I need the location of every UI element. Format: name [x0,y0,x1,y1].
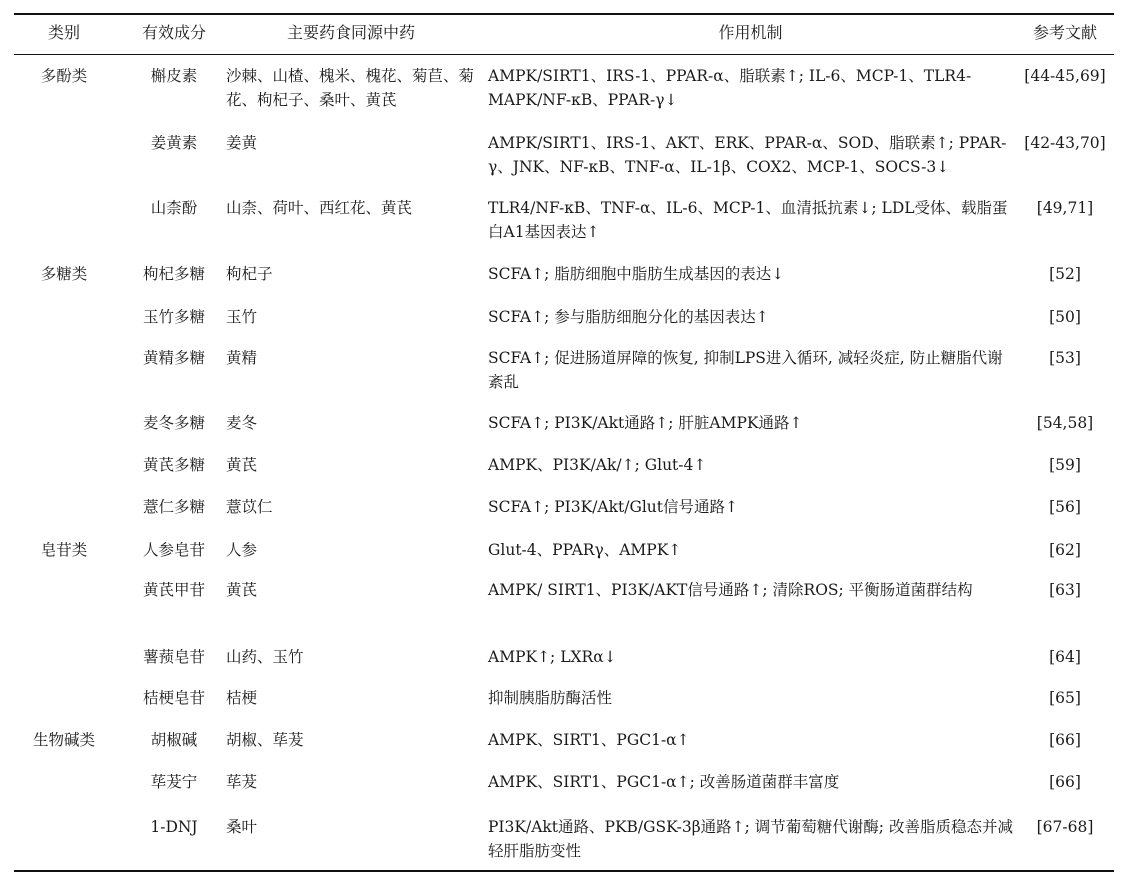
cell-ingredient: 姜黄素 [150,134,198,152]
cell-category: 皂苷类 [40,541,88,559]
cell-references: [66] [1049,731,1081,749]
cell-references: [44-45,69] [1024,67,1106,85]
cell-ingredient: 荜茇宁 [150,773,198,791]
cell-herbs: 荜茇 [226,773,258,791]
cell-mechanism: Glut-4、PPARγ、AMPK↑ [488,541,682,559]
header-mechanism: 作用机制 [718,23,783,42]
table-header-rule [14,54,1114,55]
cell-mechanism: SCFA↑; 脂肪细胞中脂肪生成基因的表达↓ [488,265,785,283]
cell-references: [65] [1049,689,1081,707]
cell-ingredient: 槲皮素 [150,67,198,85]
cell-mechanism: SCFA↑; 促进肠道屏障的恢复, 抑制LPS进入循环, 减轻炎症, 防止糖脂代谢紊乱 [488,349,1003,391]
cell-ingredient: 桔梗皂苷 [142,689,205,707]
cell-ingredient: 枸杞多糖 [142,265,205,283]
cell-ingredient: 黄芪多糖 [142,456,205,474]
cell-ingredient: 人参皂苷 [142,541,205,559]
cell-mechanism: AMPK↑; LXRα↓ [488,648,617,666]
cell-herbs: 胡椒、荜茇 [226,731,304,749]
cell-ingredient: 1-DNJ [150,818,198,836]
cell-herbs: 玉竹 [226,308,258,326]
cell-mechanism: PI3K/Akt通路、PKB/GSK-3β通路↑; 调节葡萄糖代谢酶; 改善脂质稳态并减轻肝脂肪变性 [488,818,1013,860]
cell-mechanism: AMPK/ SIRT1、PI3K/AKT信号通路↑; 清除ROS; 平衡肠道菌群结构 [488,581,973,599]
header-references: 参考文献 [1032,23,1097,42]
cell-herbs: 桑叶 [226,818,258,836]
cell-ingredient: 薏仁多糖 [142,498,205,516]
cell-ingredient: 薯蓣皂苷 [142,648,205,666]
cell-mechanism: AMPK/SIRT1、IRS-1、AKT、ERK、PPAR-α、SOD、脂联素↑; PPAR-γ、JNK、NF-κB、TNF-α、IL-1β、COX2、MCP-1、SOCS-3↓ [488,134,1007,176]
cell-references: [50] [1049,308,1081,326]
cell-mechanism: SCFA↑; PI3K/Akt通路↑; 肝脏AMPK通路↑ [488,414,803,432]
cell-ingredient: 胡椒碱 [150,731,198,749]
cell-references: [53] [1049,349,1081,367]
table-top-rule [14,13,1114,15]
header-category: 类别 [47,23,80,42]
cell-references: [56] [1049,498,1081,516]
cell-herbs: 沙棘、山楂、槐米、槐花、菊苣、菊花、枸杞子、桑叶、黄芪 [226,67,475,109]
table-bottom-rule [14,870,1114,872]
cell-references: [66] [1049,773,1081,791]
header-herbs: 主要药食同源中药 [286,23,415,42]
cell-mechanism: AMPK/SIRT1、IRS-1、PPAR-α、脂联素↑; IL-6、MCP-1、TLR4-MAPK/NF-κB、PPAR-γ↓ [488,67,972,109]
cell-category: 生物碱类 [32,731,95,749]
cell-references: [42-43,70] [1024,134,1106,152]
cell-ingredient: 麦冬多糖 [142,414,205,432]
cell-category: 多酚类 [40,67,88,85]
cell-mechanism: SCFA↑; 参与脂肪细胞分化的基因表达↑ [488,308,769,326]
cell-ingredient: 玉竹多糖 [142,308,205,326]
cell-herbs: 麦冬 [226,414,258,432]
cell-mechanism: 抑制胰脂肪酶活性 [488,689,613,707]
cell-references: [54,58] [1036,414,1094,432]
cell-mechanism: AMPK、SIRT1、PGC1-α↑ [488,731,690,749]
cell-references: [63] [1049,581,1081,599]
cell-herbs: 姜黄 [226,134,258,152]
cell-references: [64] [1049,648,1081,666]
cell-category: 多糖类 [40,265,88,283]
cell-ingredient: 黄精多糖 [142,349,205,367]
cell-references: [62] [1049,541,1081,559]
cell-herbs: 山药、玉竹 [226,648,304,666]
header-ingredient: 有效成分 [141,23,206,42]
cell-herbs: 桔梗 [226,689,258,707]
cell-herbs: 山柰、荷叶、西红花、黄芪 [226,199,413,217]
cell-mechanism: AMPK、PI3K/Ak/↑; Glut-4↑ [488,456,707,474]
cell-references: [52] [1049,265,1081,283]
cell-mechanism: SCFA↑; PI3K/Akt/Glut信号通路↑ [488,498,739,516]
cell-herbs: 薏苡仁 [226,498,273,516]
cell-herbs: 黄精 [226,349,258,367]
cell-references: [67-68] [1036,818,1094,836]
cell-ingredient: 黄芪甲苷 [142,581,205,599]
cell-herbs: 黄芪 [226,581,258,599]
cell-ingredient: 山柰酚 [150,199,198,217]
cell-references: [49,71] [1036,199,1094,217]
cell-mechanism: AMPK、SIRT1、PGC1-α↑; 改善肠道菌群丰富度 [488,773,840,791]
cell-references: [59] [1049,456,1081,474]
cell-mechanism: TLR4/NF-κB、TNF-α、IL-6、MCP-1、血清抵抗素↓; LDL受体、载脂蛋白A1基因表达↑ [488,199,1008,241]
cell-herbs: 枸杞子 [226,265,273,283]
cell-herbs: 黄芪 [226,456,258,474]
cell-herbs: 人参 [226,541,258,559]
